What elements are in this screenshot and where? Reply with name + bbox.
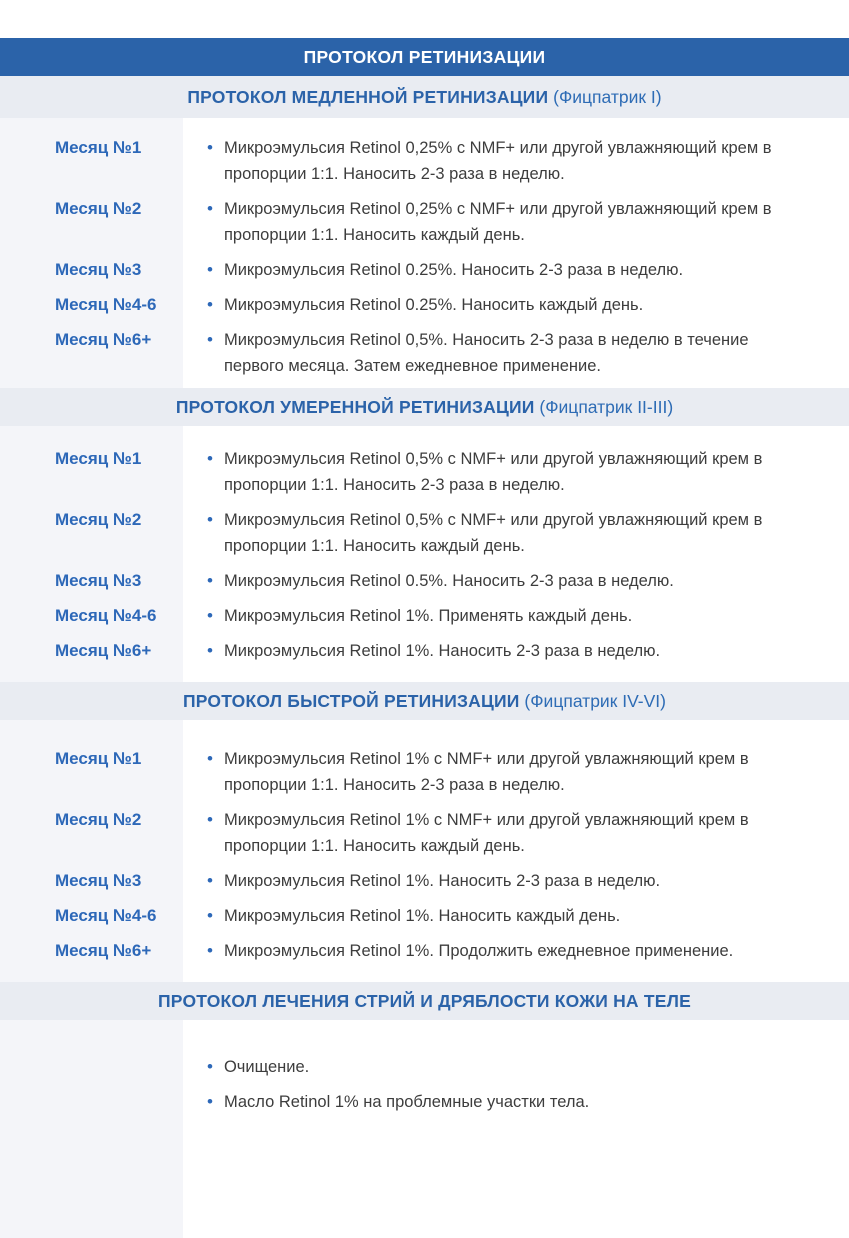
protocol-row <box>0 1054 849 1080</box>
month-label: Месяц №6+ <box>55 941 152 960</box>
protocol-row <box>0 507 849 559</box>
protocol-text: Микроэмульсия Retinol 0.5%. Наносить 2-3 раза в неделю. <box>223 572 674 590</box>
protocol-text: Микроэмульсия Retinol 1% с NMF+ или другой увлажняющий крем в пропорции 1:1. Наносить 2-3 раза в неделю. <box>223 750 749 794</box>
protocol-text: Микроэмульсия Retinol 0,5%. Наносить 2-3 раза в неделю в течение первого месяца. Затем ежедневное применение. <box>223 331 749 375</box>
month-label: Месяц №2 <box>55 199 142 218</box>
section-subtitle: (Фицпатрик II-III) <box>534 396 674 417</box>
protocol-text: Микроэмульсия Retinol 1%. Наносить каждый день. <box>223 907 621 925</box>
protocol-row <box>0 568 849 594</box>
section-subtitle: (Фицпатрик IV-VI) <box>519 690 666 711</box>
protocol-row <box>0 938 849 964</box>
protocol-row <box>0 903 849 929</box>
month-label: Месяц №1 <box>55 749 142 768</box>
protocol-row <box>0 327 849 379</box>
month-label: Месяц №2 <box>55 810 142 829</box>
protocol-text: Микроэмульсия Retinol 1% с NMF+ или другой увлажняющий крем в пропорции 1:1. Наносить каждый день. <box>223 811 749 855</box>
bullet-dot-icon: • <box>207 571 213 590</box>
bullet-dot-icon: • <box>207 449 213 468</box>
main-title: ПРОТОКОЛ РЕТИНИЗАЦИИ <box>303 46 546 67</box>
month-label: Месяц №3 <box>55 260 142 279</box>
protocol-text: Микроэмульсия Retinol 1%. Наносить 2-3 раза в неделю. <box>223 642 661 660</box>
section-title: ПРОТОКОЛ УМЕРЕННОЙ РЕТИНИЗАЦИИ <box>175 396 535 417</box>
bullet-dot-icon: • <box>207 260 213 279</box>
protocol-text: Микроэмульсия Retinol 0,25% с NMF+ или другой увлажняющий крем в пропорции 1:1. Наносить каждый день. <box>223 200 772 244</box>
month-label: Месяц №1 <box>55 138 142 157</box>
section-title: ПРОТОКОЛ МЕДЛЕННОЙ РЕТИНИЗАЦИИ <box>187 86 549 107</box>
protocol-row <box>0 1089 849 1115</box>
protocol-row <box>0 638 849 664</box>
section-header-fast-retinization <box>0 682 849 720</box>
protocol-row <box>0 292 849 318</box>
section-header-slow-retinization <box>0 76 849 118</box>
section-rows <box>0 720 849 982</box>
protocol-row <box>0 868 849 894</box>
main-title-bar <box>0 38 849 76</box>
month-label: Месяц №3 <box>55 571 142 590</box>
protocol-row <box>0 446 849 498</box>
section-rows <box>0 1020 849 1115</box>
bullet-dot-icon: • <box>207 941 213 960</box>
protocol-row <box>0 807 849 859</box>
month-label: Месяц №2 <box>55 510 142 529</box>
bullet-dot-icon: • <box>207 810 213 829</box>
month-label: Месяц №4-6 <box>55 606 157 625</box>
bullet-dot-icon: • <box>207 641 213 660</box>
section-title: ПРОТОКОЛ БЫСТРОЙ РЕТИНИЗАЦИИ <box>183 690 520 711</box>
month-label: Месяц №3 <box>55 871 142 890</box>
bullet-dot-icon: • <box>207 606 213 625</box>
protocol-text: Микроэмульсия Retinol 1%. Наносить 2-3 раза в неделю. <box>223 872 661 890</box>
protocol-row <box>0 257 849 283</box>
protocol-text: Микроэмульсия Retinol 0,25% с NMF+ или другой увлажняющий крем в пропорции 1:1. Наносить 2-3 раза в неделю. <box>223 139 772 183</box>
bullet-dot-icon: • <box>207 295 213 314</box>
protocol-row <box>0 603 849 629</box>
bullet-dot-icon: • <box>207 871 213 890</box>
protocol-text: Очищение. <box>223 1058 310 1076</box>
section-subtitle: (Фицпатрик I) <box>548 86 662 107</box>
section-rows <box>0 426 849 682</box>
section-rows <box>0 118 849 379</box>
bullet-dot-icon: • <box>207 749 213 768</box>
protocol-text: Микроэмульсия Retinol 0.25%. Наносить 2-3 раза в неделю. <box>223 261 684 279</box>
month-label: Месяц №6+ <box>55 330 152 349</box>
bullet-dot-icon: • <box>207 199 213 218</box>
bullet-dot-icon: • <box>207 330 213 349</box>
protocol-text: Микроэмульсия Retinol 0,5% с NMF+ или другой увлажняющий крем в пропорции 1:1. Наносить 2-3 раза в неделю. <box>223 450 763 494</box>
protocol-text: Масло Retinol 1% на проблемные участки тела. <box>223 1093 590 1111</box>
bullet-dot-icon: • <box>207 1092 213 1111</box>
bullet-dot-icon: • <box>207 138 213 157</box>
protocol-row <box>0 135 849 187</box>
section-title: ПРОТОКОЛ ЛЕЧЕНИЯ СТРИЙ И ДРЯБЛОСТИ КОЖИ НА ТЕЛЕ <box>158 990 691 1011</box>
bullet-dot-icon: • <box>207 510 213 529</box>
protocol-text: Микроэмульсия Retinol 0,5% с NMF+ или другой увлажняющий крем в пропорции 1:1. Наносить каждый день. <box>223 511 763 555</box>
protocol-row <box>0 746 849 798</box>
document-page <box>0 38 849 1115</box>
month-label: Месяц №1 <box>55 449 142 468</box>
protocol-row <box>0 196 849 248</box>
protocol-text: Микроэмульсия Retinol 1%. Применять каждый день. <box>223 607 633 625</box>
section-header-body-skin-treatment <box>0 982 849 1020</box>
month-label: Месяц №4-6 <box>55 295 157 314</box>
section-header-moderate-retinization <box>0 388 849 426</box>
bullet-dot-icon: • <box>207 906 213 925</box>
bullet-dot-icon: • <box>207 1057 213 1076</box>
protocol-text: Микроэмульсия Retinol 1%. Продолжить ежедневное применение. <box>223 942 734 960</box>
month-label: Месяц №6+ <box>55 641 152 660</box>
month-label: Месяц №4-6 <box>55 906 157 925</box>
protocol-text: Микроэмульсия Retinol 0.25%. Наносить каждый день. <box>223 296 644 314</box>
